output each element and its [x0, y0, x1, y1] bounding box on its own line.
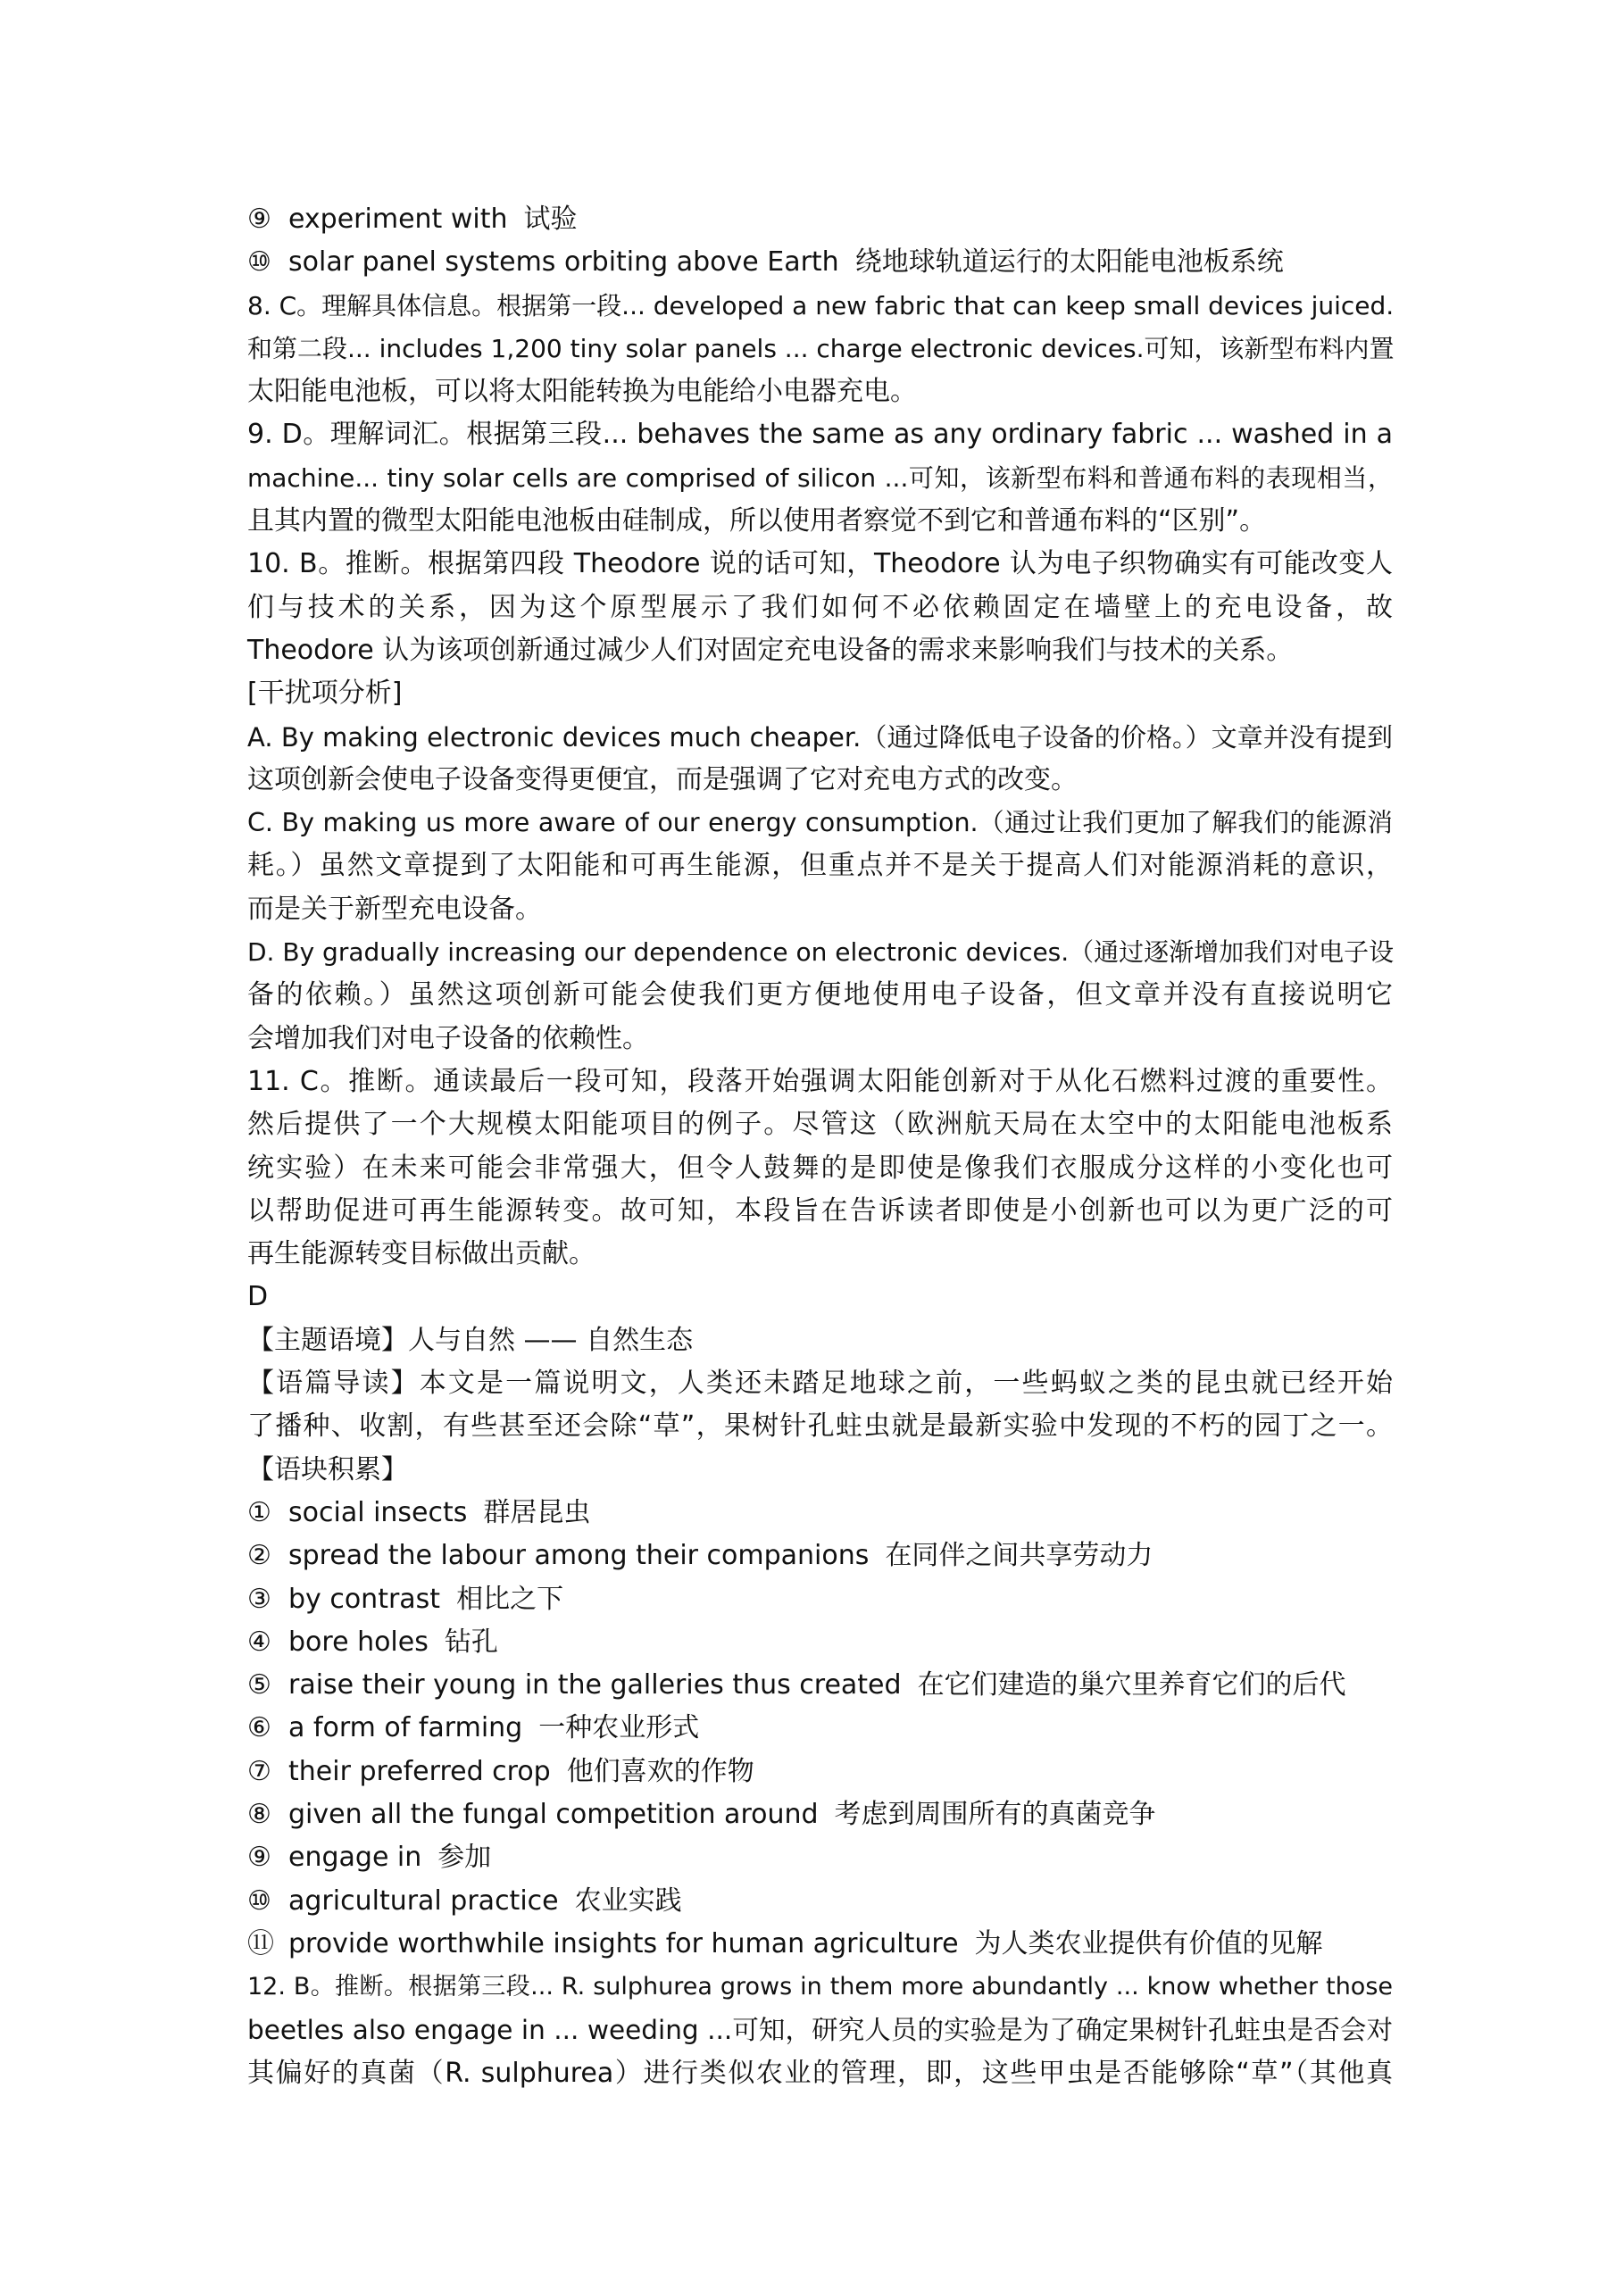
text-line: 耗。）虽然文章提到了太阳能和可再生能源，但重点并不是关于提高人们对能源消耗的意识， [247, 850, 1393, 882]
vocab-item [247, 1923, 1393, 1966]
vocab-term: social insects [288, 1496, 468, 1528]
vocab-number: ⑧ [247, 1798, 271, 1830]
vocab-term: solar panel systems orbiting above Earth [288, 246, 839, 279]
vocab-number: ⑪ [247, 1927, 274, 1959]
vocab-number: ④ [247, 1626, 271, 1658]
vocab-term: their preferred crop [288, 1755, 551, 1787]
text-line: 【主题语境】人与自然 —— 自然生态 [247, 1324, 694, 1356]
vocab-item [247, 241, 1393, 284]
text-line: 统实验）在未来可能会非常强大，但令人鼓舞的是即使是像我们衣服成分这样的小变化也可 [247, 1152, 1393, 1184]
text-line: 8. C。理解具体信息。根据第一段... developed a new fabric that can keep small devices juiced. [247, 290, 1395, 320]
text-line: 了播种、收割，有些甚至还会除“草”，果树针孔蛀虫就是最新实验中发现的不朽的园丁之一。 [247, 1410, 1393, 1443]
vocab-item [247, 1492, 1393, 1535]
vocab-meaning: 绕地球轨道运行的太阳能电池板系统 [854, 246, 1284, 279]
text-line: 会增加我们对电子设备的依赖性。 [247, 1022, 649, 1054]
vocab-term: spread the labour among their companions [288, 1540, 870, 1572]
vocab-number: ⑨ [247, 204, 271, 235]
vocab-term: engage in [288, 1842, 422, 1874]
vocab-item [247, 198, 1393, 241]
text-line: 【语块积累】 [247, 1453, 408, 1485]
vocab-number: ⑥ [247, 1712, 271, 1744]
vocab-meaning: 考虑到周围所有的真菌竞争 [834, 1798, 1156, 1830]
text-line: 以帮助促进可再生能源转变。故可知，本段旨在告诉读者即使是小创新也可以为更广泛的可 [247, 1194, 1393, 1227]
text-line: D [247, 1281, 269, 1313]
vocab-item [247, 1621, 1393, 1664]
vocab-number: ② [247, 1540, 271, 1572]
vocab-item [247, 1664, 1393, 1707]
text-line: 太阳能电池板，可以将太阳能转换为电能给小电器充电。 [247, 376, 917, 408]
text-line: 12. B。推断。根据第三段... R. sulphurea grows in them more abundantly ... know whether those [247, 1973, 1393, 2001]
vocab-item [247, 1578, 1393, 1621]
vocab-number: ⑩ [247, 1884, 271, 1917]
vocab-meaning: 群居昆虫 [483, 1496, 591, 1528]
vocab-meaning: 相比之下 [456, 1583, 564, 1615]
vocab-term: by contrast [288, 1583, 441, 1615]
vocab-number: ⑨ [247, 1842, 271, 1874]
vocab-meaning: 在它们建造的巢穴里养育它们的后代 [917, 1669, 1346, 1701]
text-line: Theodore 认为该项创新通过减少人们对固定充电设备的需求来影响我们与技术的关系。 [247, 634, 1294, 666]
text-line: 且其内置的微型太阳能电池板由硅制成，所以使用者察觉不到它和普通布料的“区别”。 [247, 505, 1267, 537]
vocab-number: ⑦ [247, 1755, 271, 1787]
text-line: 9. D。理解词汇。根据第三段... behaves the same as any ordinary fabric ... washed in a [247, 419, 1393, 451]
text-line: machine... tiny solar cells are comprised of silicon ...可知，该新型布料和普通布料的表现相当， [247, 462, 1393, 493]
vocab-number: ⑤ [247, 1669, 271, 1701]
text-line: C. By making us more aware of our energy consumption.（通过让我们更加了解我们的能源消 [247, 808, 1393, 838]
text-line: 再生能源转变目标做出贡献。 [247, 1238, 595, 1270]
vocab-meaning: 在同伴之间共享劳动力 [885, 1540, 1153, 1572]
vocab-item [247, 1751, 1393, 1793]
vocab-item [247, 1535, 1393, 1577]
text-line: 然后提供了一个大规模太阳能项目的例子。尽管这（欧洲航天局在太空中的太阳能电池板系 [247, 1109, 1393, 1141]
text-line: 而是关于新型充电设备。 [247, 893, 542, 925]
vocab-term: bore holes [288, 1626, 429, 1658]
text-line: 10. B。推断。根据第四段 Theodore 说的话可知，Theodore 认为电子织物确实有可能改变人 [247, 548, 1393, 580]
vocab-term: given all the fungal competition around [288, 1798, 819, 1830]
vocab-number: ③ [247, 1583, 271, 1615]
vocab-meaning: 农业实践 [574, 1884, 682, 1917]
text-line: 【语篇导读】本文是一篇说明文，人类还未踏足地球之前，一些蚂蚁之类的昆虫就已经开始 [247, 1368, 1393, 1400]
text-line: 这项创新会使电子设备变得更便宜，而是强调了它对充电方式的改变。 [247, 763, 1078, 795]
text-line: 备的依赖。）虽然这项创新可能会使我们更方便地使用电子设备，但文章并没有直接说明它 [247, 979, 1393, 1011]
vocab-term: provide worthwhile insights for human agriculture [288, 1927, 959, 1959]
text-line: A. By making electronic devices much cheaper.（通过降低电子设备的价格。）文章并没有提到 [247, 721, 1393, 753]
text-line: beetles also engage in ... weeding ...可知，研究人员的实验是为了确定果树针孔蛀虫是否会对 [247, 2015, 1393, 2046]
vocab-term: experiment with [288, 204, 508, 235]
text-line: 11. C。推断。通读最后一段可知，段落开始强调太阳能创新对于从化石燃料过渡的重要性。 [247, 1065, 1393, 1097]
vocab-number: ① [247, 1496, 271, 1528]
text-line: 和第二段... includes 1,200 tiny solar panels ... charge electronic devices.可知，该新型布料内置 [247, 333, 1395, 363]
vocab-term: a form of farming [288, 1712, 523, 1744]
vocab-item [247, 1836, 1393, 1879]
vocab-item [247, 1880, 1393, 1923]
vocab-meaning: 为人类农业提供有价值的见解 [974, 1927, 1323, 1959]
vocab-term: agricultural practice [288, 1884, 559, 1917]
vocab-term: raise their young in the galleries thus created [288, 1669, 902, 1701]
vocab-number: ⑩ [247, 246, 271, 279]
vocab-item [247, 1707, 1393, 1750]
vocab-meaning: 钻孔 [444, 1626, 498, 1658]
vocab-meaning: 参加 [437, 1842, 492, 1874]
text-line: D. By gradually increasing our dependence on electronic devices.（通过逐渐增加我们对电子设 [247, 937, 1395, 968]
vocab-meaning: 他们喜欢的作物 [566, 1755, 754, 1787]
text-line: [干扰项分析] [247, 678, 403, 710]
text-line: 们与技术的关系，因为这个原型展示了我们如何不必依赖固定在墙壁上的充电设备，故 [247, 591, 1393, 623]
text-line: 其偏好的真菌（R. sulphurea）进行类似农业的管理，即，这些甲虫是否能够除“草”（其他真 [247, 2057, 1393, 2089]
vocab-meaning: 试验 [523, 204, 578, 235]
vocab-item [247, 1793, 1393, 1836]
document-page [247, 198, 1393, 2095]
vocab-meaning: 一种农业形式 [538, 1712, 700, 1744]
